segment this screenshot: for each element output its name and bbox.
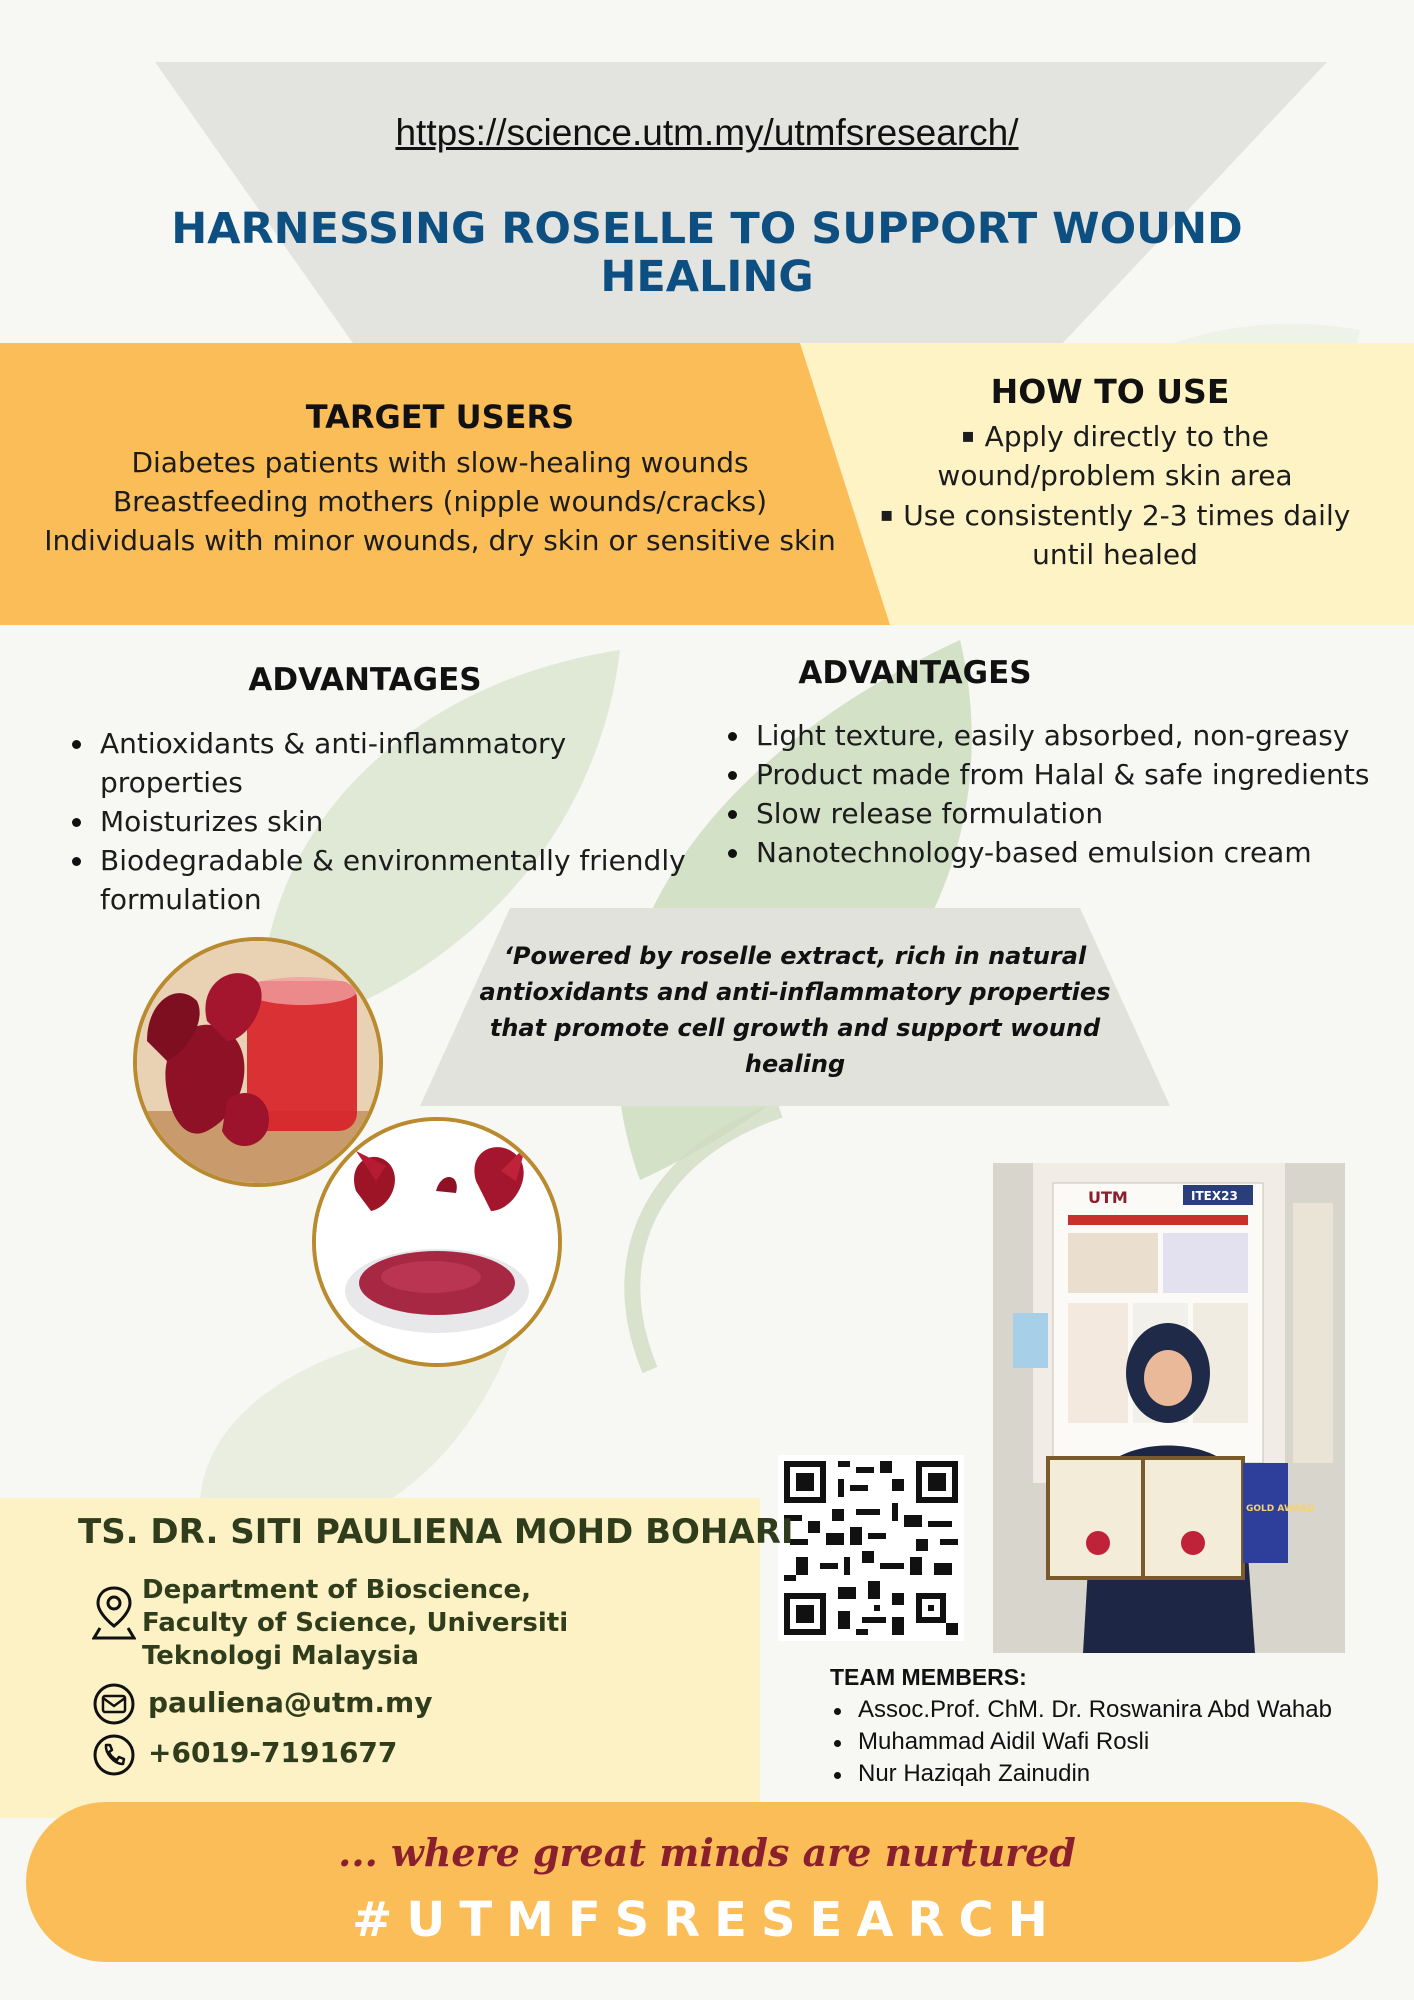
square-bullet-icon: ▪ (961, 423, 975, 447)
how-to-use-heading: HOW TO USE (990, 372, 1230, 411)
mail-icon (92, 1682, 136, 1726)
advantage-item: Biodegradable & environmentally friendly formulation (66, 841, 706, 919)
header-funnel-shape (0, 0, 1414, 360)
svg-text:ITEX23: ITEX23 (1191, 1189, 1238, 1203)
advantage-item: Product made from Halal & safe ingredients (722, 755, 1402, 794)
target-users-heading: TARGET USERS (305, 398, 575, 436)
target-user-line: Breastfeeding mothers (nipple wounds/cracks) (112, 485, 768, 518)
phone-icon (92, 1733, 136, 1777)
advantage-item: Antioxidants & anti-inflammatory properties (66, 724, 706, 802)
advantages-list-left (66, 724, 706, 919)
team-members-list (830, 1694, 1332, 1790)
roselle-tea-image (133, 937, 383, 1187)
svg-text:UTM: UTM (1088, 1188, 1128, 1207)
team-member: Muhammad Aidil Wafi Rosli (830, 1726, 1332, 1758)
how-to-use-list (870, 416, 1360, 574)
roselle-powder-image (312, 1117, 562, 1367)
research-url-link[interactable]: https://science.utm.my/utmfsresearch/ (395, 112, 1019, 153)
advantages-list-right (722, 716, 1402, 872)
target-user-line: Diabetes patients with slow-healing wounds (131, 446, 749, 479)
advantage-item: Slow release formulation (722, 794, 1402, 833)
team-member: Nur Haziqah Zainudin (830, 1758, 1332, 1790)
footer-hashtag: #UTMFSRESEARCH (352, 1892, 1062, 1948)
advantage-item: Light texture, easily absorbed, non-greasy (722, 716, 1402, 755)
advantages-heading-left: ADVANTAGES (248, 662, 482, 698)
team-members-heading: TEAM MEMBERS: (830, 1664, 1027, 1690)
qr-code[interactable] (778, 1455, 964, 1641)
square-bullet-icon: ▪ (879, 502, 894, 526)
researcher-award-photo (993, 1163, 1345, 1653)
advantage-item: Nanotechnology-based emulsion cream (722, 833, 1402, 872)
team-member: Assoc.Prof. ChM. Dr. Roswanira Abd Wahab (830, 1694, 1332, 1726)
advantages-heading-right: ADVANTAGES (798, 655, 1032, 691)
phone-number[interactable]: +6019-7191677 (148, 1736, 398, 1769)
target-users-list (0, 443, 880, 560)
svg-text:GOLD AWARD: GOLD AWARD (1246, 1504, 1315, 1514)
how-to-use-item: ▪ Apply directly to the wound/problem skin area (937, 420, 1293, 492)
email-link[interactable]: pauliena@utm.my (148, 1686, 433, 1719)
target-user-line: Individuals with minor wounds, dry skin or sensitive skin (44, 524, 836, 557)
product-quote: ‘Powered by roselle extract, rich in natural antioxidants and anti-inflammatory properties that promote cell growth and support wound healing (479, 942, 1111, 1078)
how-to-use-item: ▪ Use consistently 2-3 times daily until healed (879, 499, 1351, 571)
advantage-item: Moisturizes skin (66, 802, 706, 841)
location-pin-icon (92, 1584, 136, 1640)
researcher-name: TS. DR. SITI PAULIENA MOHD BOHARI (78, 1512, 794, 1552)
footer-tagline: ... where great minds are nurtured (338, 1830, 1076, 1875)
department-address: Department of Bioscience, Faculty of Science, Universiti Teknologi Malaysia (142, 1575, 569, 1671)
page-title: HARNESSING ROSELLE TO SUPPORT WOUND HEALING (171, 204, 1243, 302)
